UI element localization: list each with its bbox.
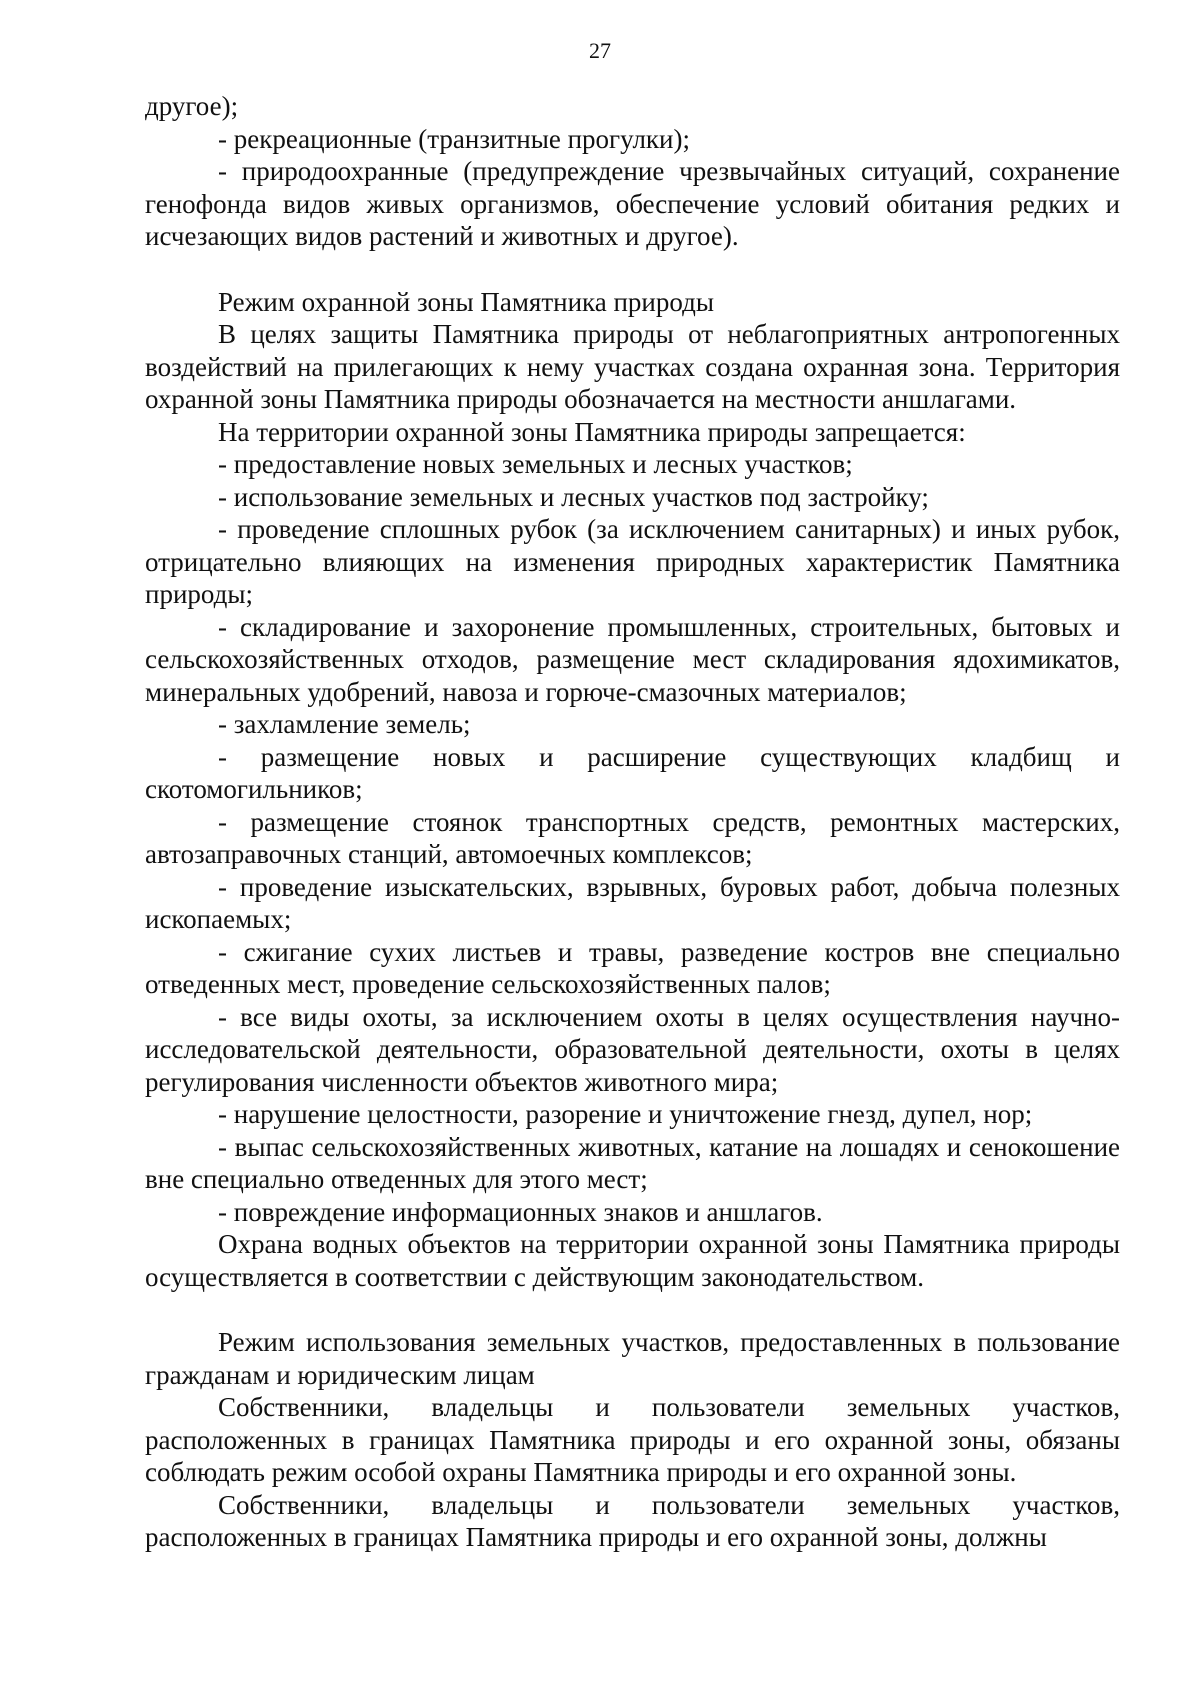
paragraph-prohibitions-intro: На территории охранной зоны Памятника природы запрещается: <box>218 416 966 447</box>
list-item-nature-protection: - природоохранные (предупреждение чрезвычайных ситуаций, сохранение генофонда видов живых организмов, обеспечение условий обитания редких и исчезающих видов растений и животных и другое). <box>145 156 1120 251</box>
prohibition-item: - складирование и захоронение промышленных, строительных, бытовых и сельскохозяйственных отходов, размещение мест складирования ядохимикатов, минеральных удобрений, навоза и горюче-смазочных материалов; <box>145 611 1120 707</box>
prohibition-item: - размещение новых и расширение существующих кладбищ и скотомогильников; <box>145 741 1120 804</box>
prohibition-item: - сжигание сухих листьев и травы, разведение костров вне специально отведенных мест, проведение сельскохозяйственных палов; <box>145 936 1120 999</box>
prohibition-item: - повреждение информационных знаков и аншлагов. <box>218 1196 823 1227</box>
prohibition-item: - выпас сельскохозяйственных животных, катание на лошадях и сенокошение вне специально отведенных для этого мест; <box>145 1131 1120 1194</box>
prohibition-item: - размещение стоянок транспортных средств, ремонтных мастерских, автозаправочных станций, автомоечных комплексов; <box>145 806 1120 869</box>
prohibition-item: - проведение сплошных рубок (за исключением санитарных) и иных рубок, отрицательно влияющих на изменения природных характеристик Памятника природы; <box>145 514 1120 609</box>
prohibition-item: - все виды охоты, за исключением охоты в целях осуществления научно-исследовательской деятельности, образовательной деятельности, охоты в целях регулирования численности объектов животного мира; <box>145 1001 1120 1097</box>
section-heading-protection-zone: Режим охранной зоны Памятника природы <box>218 286 714 317</box>
paragraph-protection-zone-purpose: В целях защиты Памятника природы от неблагоприятных антропогенных воздействий на прилегающих к нему участках создана охранная зона. Территория охранной зоны Памятника природы обозначается на местности аншлагами. <box>145 319 1120 414</box>
list-item-recreational: - рекреационные (транзитные прогулки); <box>218 123 690 154</box>
document-body <box>145 90 1120 1554</box>
paragraph-water-protection: Охрана водных объектов на территории охранной зоны Памятника природы осуществляется в соответствии с действующим законодательством. <box>145 1229 1120 1292</box>
prohibition-item: - захламление земель; <box>218 709 471 739</box>
paragraph-owners-obligations: Собственники, владельцы и пользователи земельных участков, расположенных в границах Памятника природы и его охранной зоны, обязаны соблюдать режим особой охраны Памятника природы и его охранной зоны. <box>145 1392 1120 1487</box>
prohibition-item: - проведение изыскательских, взрывных, буровых работ, добыча полезных ископаемых; <box>145 871 1120 934</box>
paragraph-continuation: другое); <box>145 91 239 121</box>
section-heading-land-use: Режим использования земельных участков, предоставленных в пользование гражданам и юридическим лицам <box>145 1327 1120 1390</box>
prohibition-item: - использование земельных и лесных участков под застройку; <box>218 481 929 512</box>
paragraph-owners-requirements: Собственники, владельцы и пользователи земельных участков, расположенных в границах Памятника природы и его охранной зоны, должны <box>145 1489 1120 1552</box>
prohibition-item: - предоставление новых земельных и лесных участков; <box>218 449 853 479</box>
page-number: 27 <box>589 38 611 63</box>
section-gap <box>145 1293 1120 1326</box>
section-gap <box>145 253 1120 286</box>
prohibition-item: - нарушение целостности, разорение и уничтожение гнезд, дупел, нор; <box>218 1099 1033 1129</box>
